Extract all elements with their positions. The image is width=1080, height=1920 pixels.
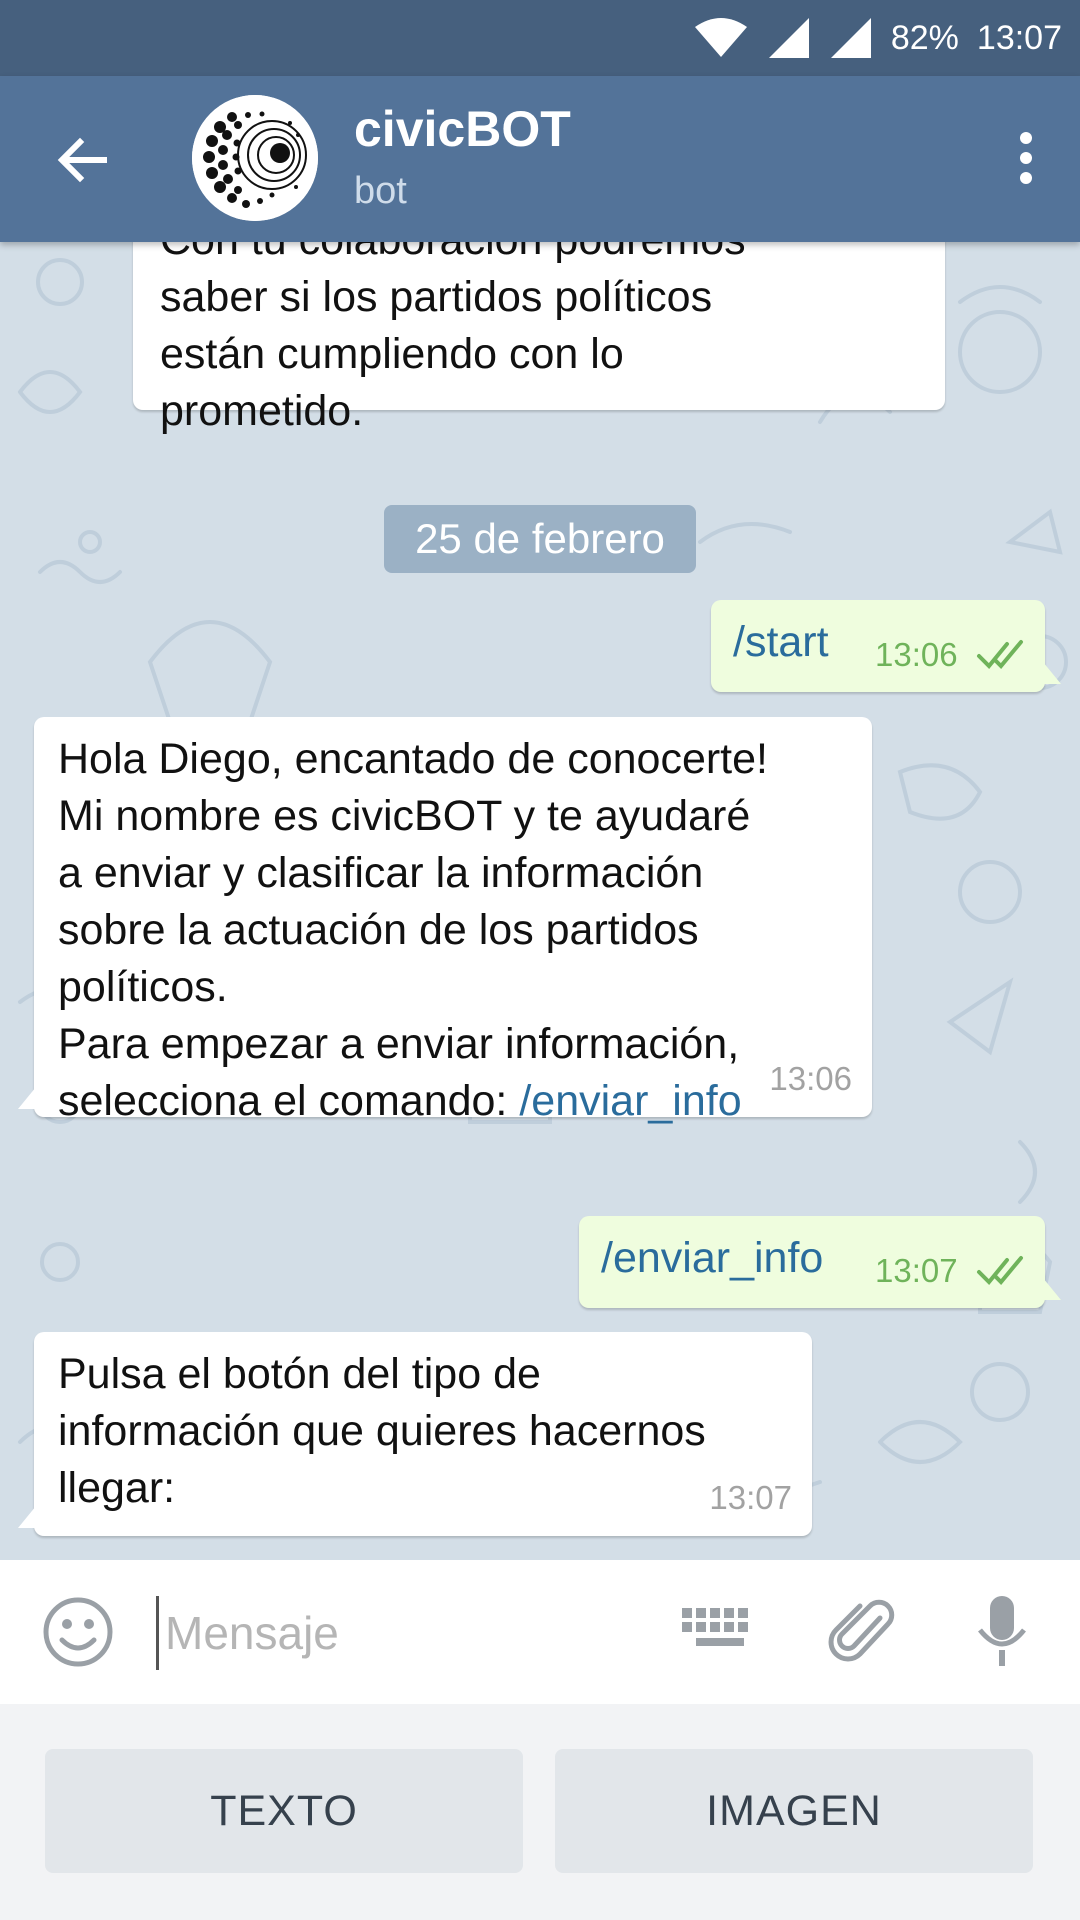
- double-check-icon: [977, 1254, 1027, 1286]
- message-line: información que quieres hacernos: [58, 1407, 706, 1455]
- message-time: 13:07: [709, 1479, 792, 1516]
- keyboard-icon[interactable]: [680, 1606, 760, 1658]
- attach-icon[interactable]: [828, 1596, 900, 1668]
- texto-button[interactable]: TEXTO: [45, 1749, 523, 1873]
- clock: 13:07: [976, 18, 1062, 57]
- avatar[interactable]: [192, 95, 318, 221]
- command-link[interactable]: /start: [733, 618, 829, 666]
- message-line-prefix: selecciona el comando:: [58, 1077, 520, 1125]
- message-time: 13:06: [769, 1060, 852, 1097]
- message-line: Hola Diego, encantado de conocerte!: [58, 735, 768, 783]
- message-line: prometido.: [160, 387, 364, 435]
- microphone-icon[interactable]: [972, 1594, 1032, 1670]
- outgoing-message[interactable]: [579, 1216, 1045, 1308]
- bubble-tail: [18, 1506, 36, 1528]
- signal-icon-2: [829, 16, 873, 60]
- message-time: 13:06: [875, 636, 958, 673]
- status-bar: [0, 0, 1080, 76]
- chat-title[interactable]: civicBOT: [354, 101, 571, 157]
- imagen-button[interactable]: IMAGEN: [555, 1749, 1033, 1873]
- message-line: Pulsa el botón del tipo de: [58, 1350, 541, 1398]
- emoji-icon[interactable]: [42, 1596, 114, 1668]
- back-arrow-icon[interactable]: [50, 128, 114, 192]
- message-line: Para empezar a enviar información,: [58, 1020, 740, 1068]
- bubble-tail: [18, 1087, 36, 1109]
- message-text: [58, 731, 768, 1130]
- chat-subtitle: bot: [354, 170, 407, 212]
- chat-header: [0, 76, 1080, 242]
- message-line: están cumpliendo con lo: [160, 330, 624, 378]
- message-input[interactable]: [156, 1596, 647, 1670]
- message-line: [58, 1073, 768, 1130]
- message-time: 13:07: [875, 1252, 958, 1289]
- civicbot-logo-icon: [192, 95, 318, 221]
- message-line: a enviar y clasificar la información: [58, 849, 704, 897]
- wifi-icon: [693, 17, 749, 59]
- incoming-message[interactable]: [34, 717, 872, 1125]
- message-composer: [0, 1560, 1080, 1704]
- message-line: Mi nombre es civicBOT y te ayudaré: [58, 792, 751, 840]
- more-options-icon[interactable]: [1006, 126, 1046, 190]
- double-check-icon: [977, 638, 1027, 670]
- incoming-message[interactable]: [34, 1332, 812, 1536]
- message-line: sobre la actuación de los partidos: [58, 906, 699, 954]
- signal-icon: [767, 16, 811, 60]
- message-text: [58, 1346, 706, 1517]
- message-list[interactable]: [0, 242, 1080, 1560]
- bubble-tail: [1043, 1278, 1061, 1300]
- command-link[interactable]: /enviar_info: [601, 1234, 824, 1282]
- message-line: saber si los partidos políticos: [160, 273, 713, 321]
- date-separator: 25 de febrero: [384, 505, 696, 573]
- bubble-tail: [1043, 662, 1061, 684]
- message-line: llegar:: [58, 1464, 176, 1512]
- battery-level: 82%: [890, 18, 959, 57]
- bot-reply-keyboard: [0, 1704, 1080, 1920]
- outgoing-message[interactable]: [711, 600, 1045, 692]
- message-text: [160, 212, 746, 440]
- message-line: políticos.: [58, 963, 228, 1011]
- enviar-info-command-link[interactable]: /enviar_info: [519, 1077, 742, 1125]
